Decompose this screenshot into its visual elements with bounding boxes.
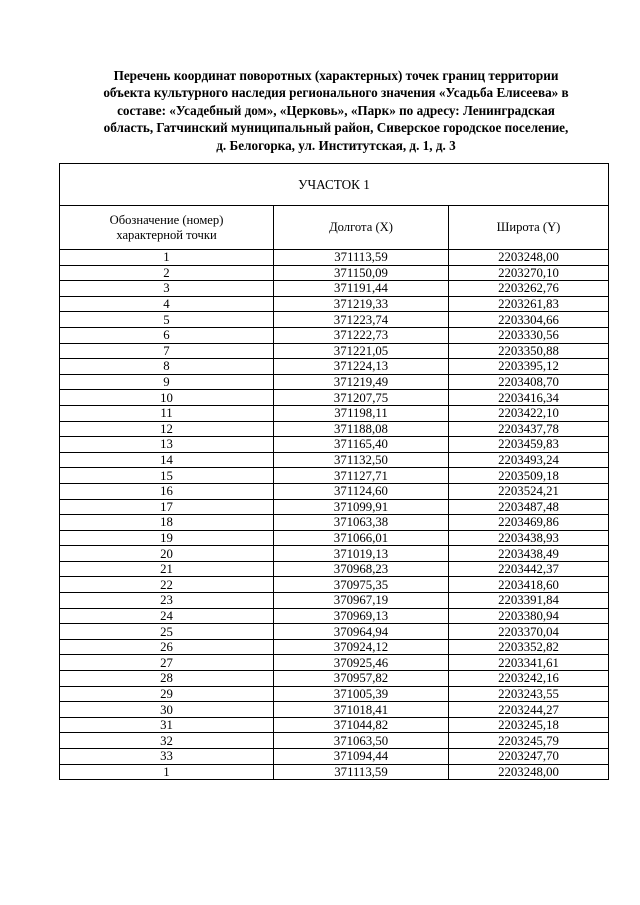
cell-longitude: 371150,09 xyxy=(274,265,449,281)
cell-longitude: 371165,40 xyxy=(274,437,449,453)
cell-latitude: 2203262,76 xyxy=(449,281,609,297)
cell-latitude: 2203391,84 xyxy=(449,593,609,609)
table-row xyxy=(60,702,609,718)
header-row xyxy=(60,206,609,250)
cell-latitude: 2203459,83 xyxy=(449,437,609,453)
cell-longitude: 371198,11 xyxy=(274,405,449,421)
cell-point-number: 22 xyxy=(60,577,274,593)
table-row xyxy=(60,499,609,515)
cell-point-number: 14 xyxy=(60,452,274,468)
title-line: область, Гатчинский муниципальный район, Сиверское городское поселение, xyxy=(103,120,569,136)
cell-longitude: 370969,13 xyxy=(274,608,449,624)
cell-latitude: 2203248,00 xyxy=(449,764,609,780)
cell-point-number: 31 xyxy=(60,717,274,733)
cell-longitude: 371127,71 xyxy=(274,468,449,484)
cell-longitude: 371113,59 xyxy=(274,250,449,266)
cell-point-number: 25 xyxy=(60,624,274,640)
table-row xyxy=(60,327,609,343)
cell-latitude: 2203380,94 xyxy=(449,608,609,624)
table-row xyxy=(60,405,609,421)
cell-longitude: 371005,39 xyxy=(274,686,449,702)
cell-latitude: 2203245,79 xyxy=(449,733,609,749)
cell-point-number: 21 xyxy=(60,561,274,577)
cell-longitude: 371094,44 xyxy=(274,749,449,765)
cell-point-number: 10 xyxy=(60,390,274,406)
cell-longitude: 370968,23 xyxy=(274,561,449,577)
column-header-point xyxy=(60,206,274,250)
column-header-point-line2: характерной точки xyxy=(116,227,217,242)
column-header-x: Долгота (X) xyxy=(274,206,449,250)
cell-point-number: 13 xyxy=(60,437,274,453)
cell-longitude: 371063,38 xyxy=(274,515,449,531)
table-row xyxy=(60,421,609,437)
table-body xyxy=(60,250,609,780)
cell-latitude: 2203442,37 xyxy=(449,561,609,577)
cell-latitude: 2203487,48 xyxy=(449,499,609,515)
table-row xyxy=(60,312,609,328)
cell-point-number: 6 xyxy=(60,327,274,343)
cell-point-number: 15 xyxy=(60,468,274,484)
document-title xyxy=(56,67,616,154)
cell-point-number: 23 xyxy=(60,593,274,609)
cell-point-number: 16 xyxy=(60,483,274,499)
table-row xyxy=(60,437,609,453)
cell-longitude: 371113,59 xyxy=(274,764,449,780)
cell-point-number: 32 xyxy=(60,733,274,749)
cell-latitude: 2203395,12 xyxy=(449,359,609,375)
table-row xyxy=(60,452,609,468)
cell-longitude: 371219,49 xyxy=(274,374,449,390)
cell-latitude: 2203469,86 xyxy=(449,515,609,531)
table-row xyxy=(60,374,609,390)
table-row xyxy=(60,483,609,499)
table-row xyxy=(60,515,609,531)
cell-latitude: 2203509,18 xyxy=(449,468,609,484)
cell-latitude: 2203438,49 xyxy=(449,546,609,562)
cell-longitude: 371224,13 xyxy=(274,359,449,375)
cell-point-number: 5 xyxy=(60,312,274,328)
cell-point-number: 9 xyxy=(60,374,274,390)
table-row xyxy=(60,624,609,640)
cell-longitude: 371124,60 xyxy=(274,483,449,499)
cell-longitude: 371019,13 xyxy=(274,546,449,562)
cell-latitude: 2203418,60 xyxy=(449,577,609,593)
cell-latitude: 2203524,21 xyxy=(449,483,609,499)
cell-longitude: 371063,50 xyxy=(274,733,449,749)
cell-latitude: 2203248,00 xyxy=(449,250,609,266)
cell-point-number: 12 xyxy=(60,421,274,437)
cell-longitude: 371222,73 xyxy=(274,327,449,343)
cell-point-number: 4 xyxy=(60,296,274,312)
cell-longitude: 371221,05 xyxy=(274,343,449,359)
cell-point-number: 19 xyxy=(60,530,274,546)
cell-latitude: 2203247,70 xyxy=(449,749,609,765)
table-row xyxy=(60,639,609,655)
cell-longitude: 370924,12 xyxy=(274,639,449,655)
title-line: объекта культурного наследия регионального значения «Усадьба Елисеева» в xyxy=(103,85,569,101)
table-row xyxy=(60,561,609,577)
section-title: УЧАСТОК 1 xyxy=(60,164,609,206)
cell-point-number: 7 xyxy=(60,343,274,359)
cell-latitude: 2203438,93 xyxy=(449,530,609,546)
table-row xyxy=(60,265,609,281)
cell-longitude: 371191,44 xyxy=(274,281,449,297)
table-row xyxy=(60,749,609,765)
table-row xyxy=(60,686,609,702)
table-row xyxy=(60,468,609,484)
cell-point-number: 2 xyxy=(60,265,274,281)
cell-longitude: 370964,94 xyxy=(274,624,449,640)
table-row xyxy=(60,390,609,406)
column-header-point-line1: Обозначение (номер) xyxy=(109,212,224,227)
cell-latitude: 2203437,78 xyxy=(449,421,609,437)
cell-point-number: 17 xyxy=(60,499,274,515)
column-header-y: Широта (Y) xyxy=(449,206,609,250)
cell-point-number: 11 xyxy=(60,405,274,421)
cell-point-number: 1 xyxy=(60,764,274,780)
coordinates-table xyxy=(59,163,609,780)
cell-point-number: 20 xyxy=(60,546,274,562)
cell-point-number: 18 xyxy=(60,515,274,531)
table-row xyxy=(60,546,609,562)
section-row xyxy=(60,164,609,206)
cell-latitude: 2203408,70 xyxy=(449,374,609,390)
cell-longitude: 371018,41 xyxy=(274,702,449,718)
cell-longitude: 371188,08 xyxy=(274,421,449,437)
cell-latitude: 2203352,82 xyxy=(449,639,609,655)
cell-longitude: 370925,46 xyxy=(274,655,449,671)
cell-latitude: 2203330,56 xyxy=(449,327,609,343)
cell-latitude: 2203245,18 xyxy=(449,717,609,733)
cell-point-number: 3 xyxy=(60,281,274,297)
cell-longitude: 370957,82 xyxy=(274,671,449,687)
table-row xyxy=(60,296,609,312)
cell-longitude: 371066,01 xyxy=(274,530,449,546)
cell-latitude: 2203422,10 xyxy=(449,405,609,421)
cell-point-number: 28 xyxy=(60,671,274,687)
cell-longitude: 371207,75 xyxy=(274,390,449,406)
cell-longitude: 371044,82 xyxy=(274,717,449,733)
cell-longitude: 371099,91 xyxy=(274,499,449,515)
cell-point-number: 1 xyxy=(60,250,274,266)
cell-longitude: 370975,35 xyxy=(274,577,449,593)
cell-latitude: 2203416,34 xyxy=(449,390,609,406)
table-row xyxy=(60,593,609,609)
cell-latitude: 2203370,04 xyxy=(449,624,609,640)
cell-latitude: 2203493,24 xyxy=(449,452,609,468)
cell-point-number: 29 xyxy=(60,686,274,702)
cell-latitude: 2203261,83 xyxy=(449,296,609,312)
cell-point-number: 27 xyxy=(60,655,274,671)
table-row xyxy=(60,671,609,687)
cell-latitude: 2203341,61 xyxy=(449,655,609,671)
cell-latitude: 2203243,55 xyxy=(449,686,609,702)
cell-latitude: 2203350,88 xyxy=(449,343,609,359)
table-row xyxy=(60,343,609,359)
cell-point-number: 26 xyxy=(60,639,274,655)
table-row xyxy=(60,764,609,780)
table-row xyxy=(60,577,609,593)
cell-latitude: 2203304,66 xyxy=(449,312,609,328)
table-row xyxy=(60,250,609,266)
cell-longitude: 371132,50 xyxy=(274,452,449,468)
cell-point-number: 8 xyxy=(60,359,274,375)
cell-point-number: 30 xyxy=(60,702,274,718)
cell-latitude: 2203270,10 xyxy=(449,265,609,281)
title-line: составе: «Усадебный дом», «Церковь», «Парк» по адресу: Ленинградская xyxy=(117,102,555,118)
title-line: Перечень координат поворотных (характерных) точек границ территории xyxy=(113,68,559,83)
table-row xyxy=(60,281,609,297)
cell-latitude: 2203242,16 xyxy=(449,671,609,687)
cell-point-number: 24 xyxy=(60,608,274,624)
table-row xyxy=(60,359,609,375)
cell-longitude: 371219,33 xyxy=(274,296,449,312)
cell-latitude: 2203244,27 xyxy=(449,702,609,718)
table-row xyxy=(60,733,609,749)
table-row xyxy=(60,608,609,624)
cell-longitude: 370967,19 xyxy=(274,593,449,609)
title-line: д. Белогорка, ул. Институтская, д. 1, д. 3 xyxy=(216,137,456,153)
table-row xyxy=(60,530,609,546)
table-row xyxy=(60,717,609,733)
cell-point-number: 33 xyxy=(60,749,274,765)
cell-longitude: 371223,74 xyxy=(274,312,449,328)
table-row xyxy=(60,655,609,671)
